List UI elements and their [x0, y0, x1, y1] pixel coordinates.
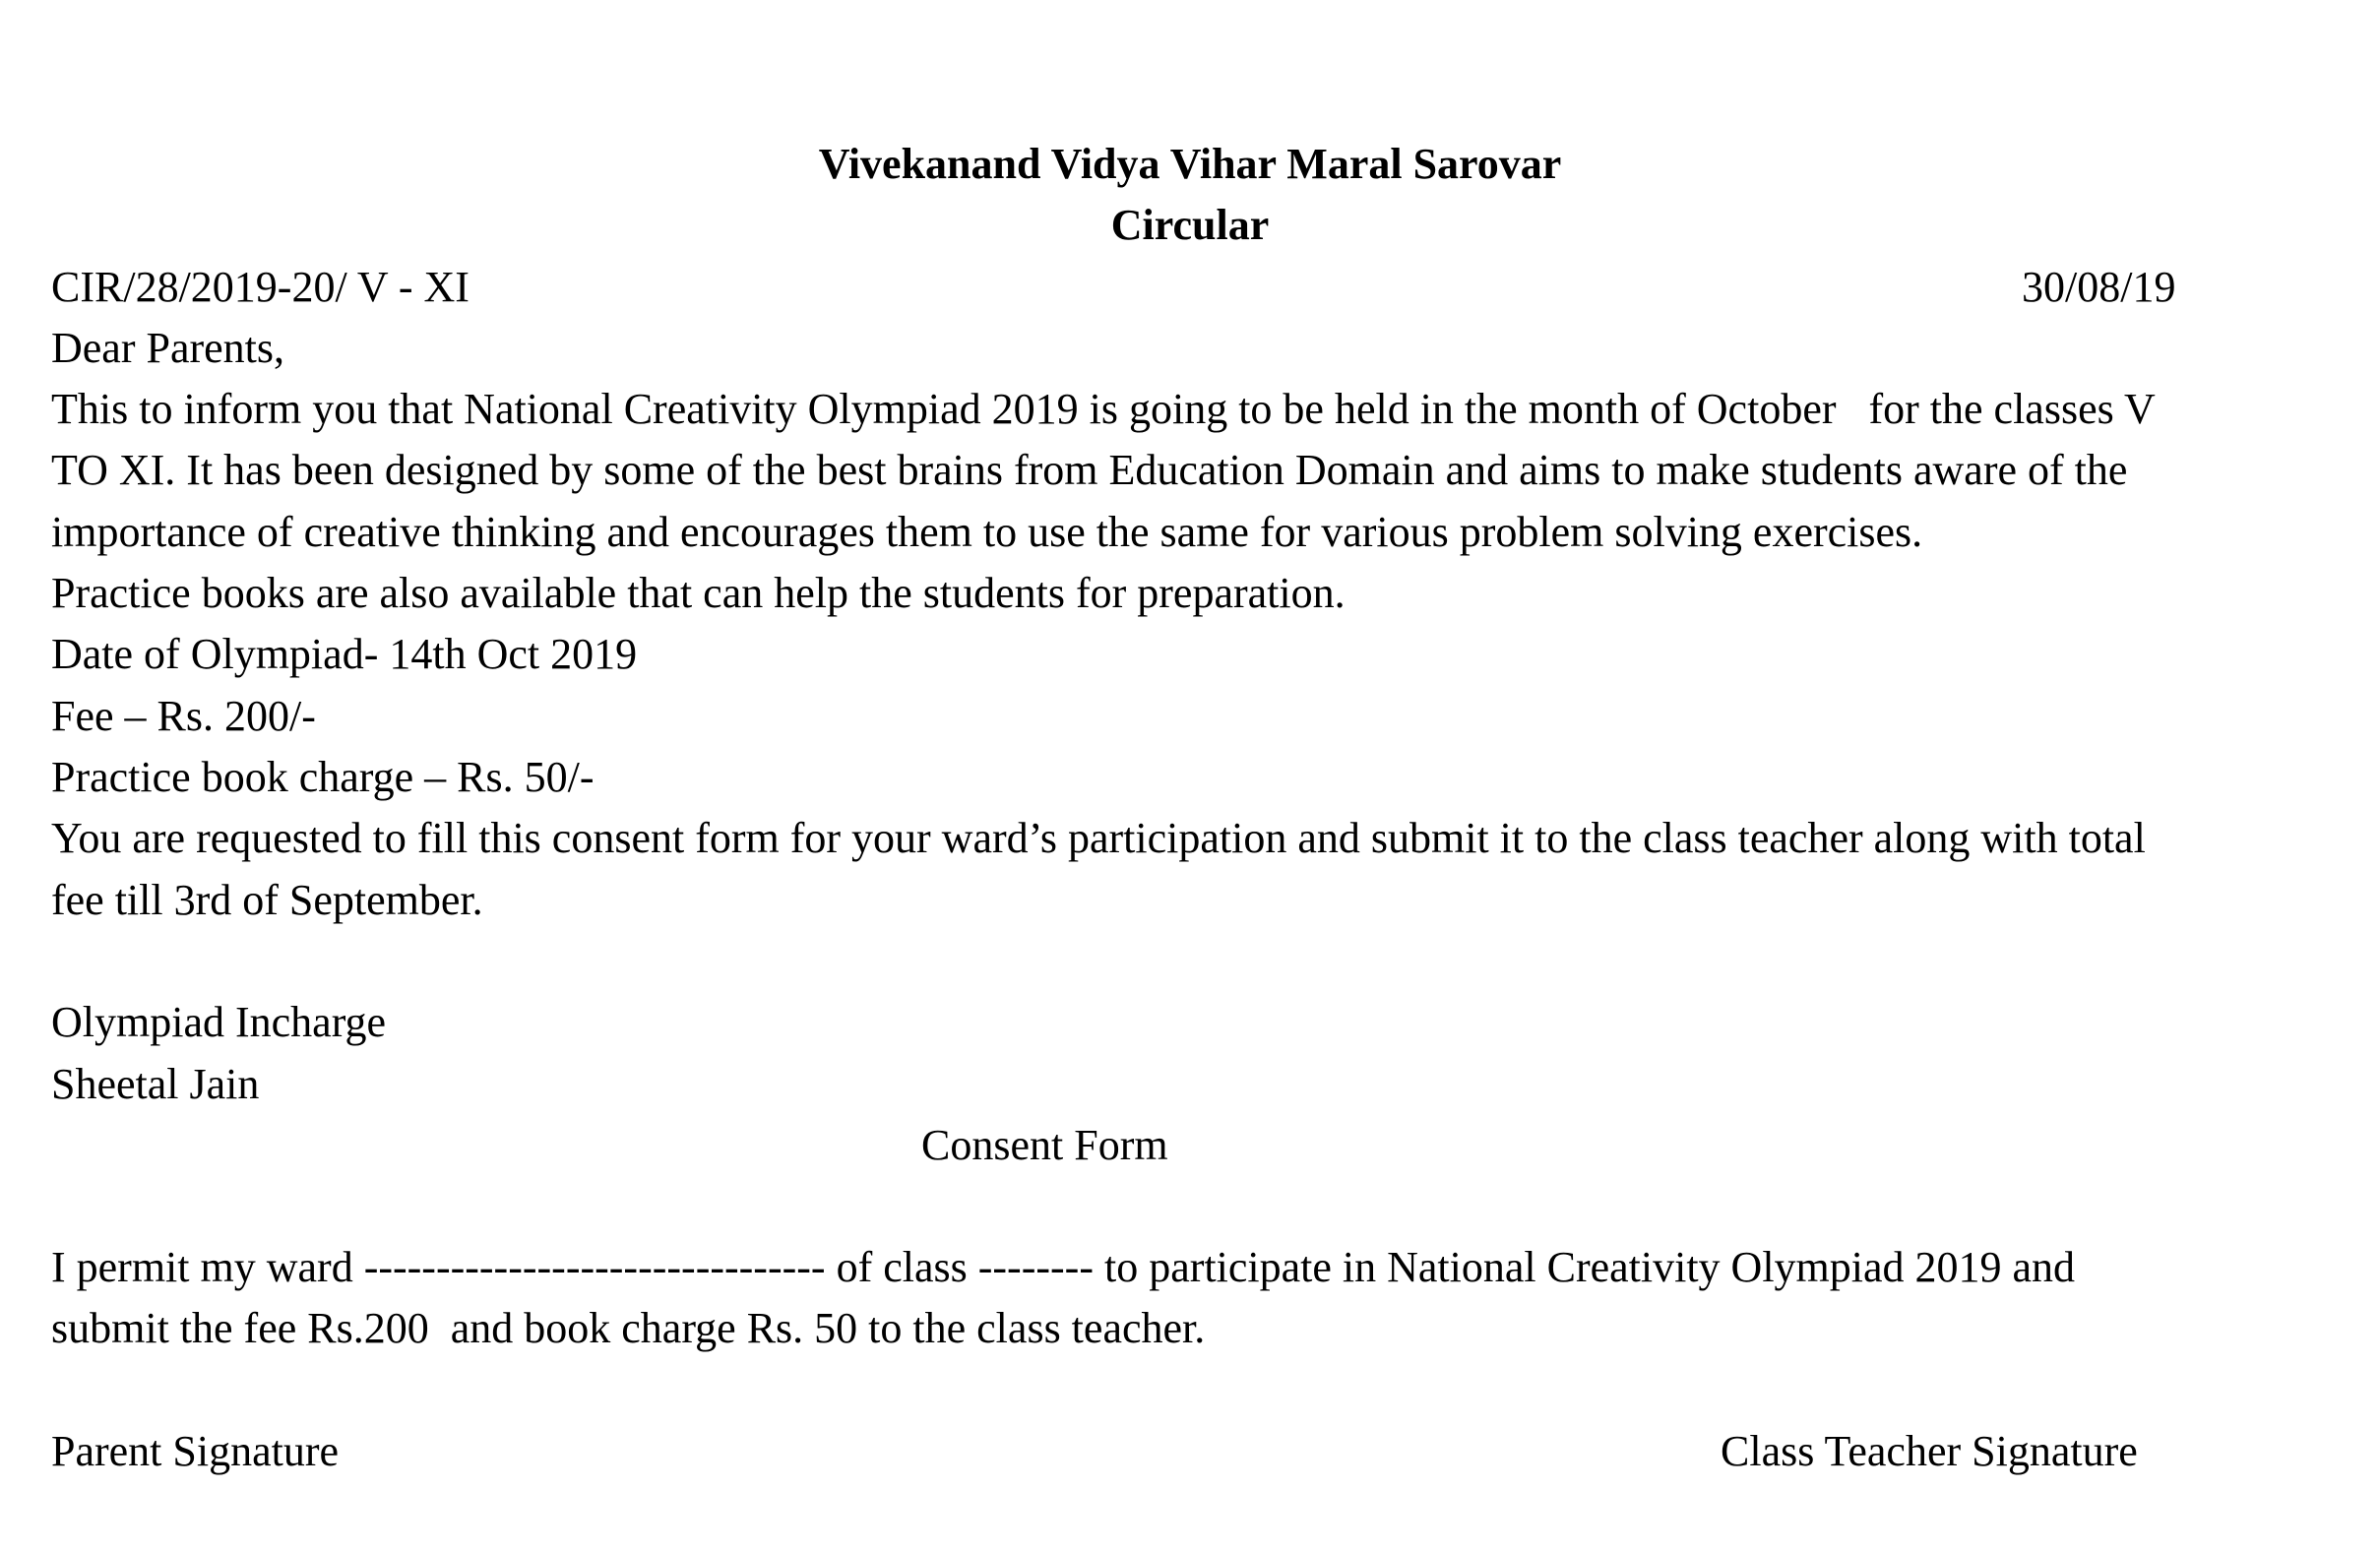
signoff-name: Sheetal Jain [51, 1060, 260, 1108]
school-name: Vivekanand Vidya Vihar Maral Sarovar [818, 140, 1562, 188]
body-line: You are requested to fill this consent form for your ward’s participation and submit it to the class teacher along with total [51, 814, 2146, 862]
teacher-signature-label: Class Teacher Signature [1721, 1427, 2138, 1475]
circular-date: 30/08/19 [2022, 263, 2176, 311]
document-type-title: Circular [1110, 201, 1270, 249]
salutation: Dear Parents, [51, 324, 285, 372]
consent-line: I permit my ward -------------------------------- of class -------- to participate in National Creativity Olympiad 2019 and [51, 1243, 2076, 1291]
consent-line: submit the fee Rs.200 and book charge Rs. 50 to the class teacher. [51, 1304, 1206, 1352]
body-line: fee till 3rd of September. [51, 876, 483, 924]
body-line: This to inform you that National Creativity Olympiad 2019 is going to be held in the month of October for the classes V [51, 385, 2156, 433]
consent-form-title: Consent Form [921, 1121, 1168, 1169]
parent-signature-label: Parent Signature [51, 1427, 340, 1475]
fee-line: Fee – Rs. 200/- [51, 692, 316, 740]
practice-book-charge: Practice book charge – Rs. 50/- [51, 753, 595, 801]
olympiad-date: Date of Olympiad- 14th Oct 2019 [51, 630, 638, 678]
body-line: importance of creative thinking and encourages them to use the same for various problem solving exercises. [51, 508, 1923, 556]
body-line: Practice books are also available that can help the students for preparation. [51, 569, 1346, 617]
circular-reference: CIR/28/2019-20/ V - XI [51, 263, 470, 311]
signoff-title: Olympiad Incharge [51, 998, 387, 1046]
body-line: TO XI. It has been designed by some of the best brains from Education Domain and aims to make students aware of the [51, 446, 2128, 494]
